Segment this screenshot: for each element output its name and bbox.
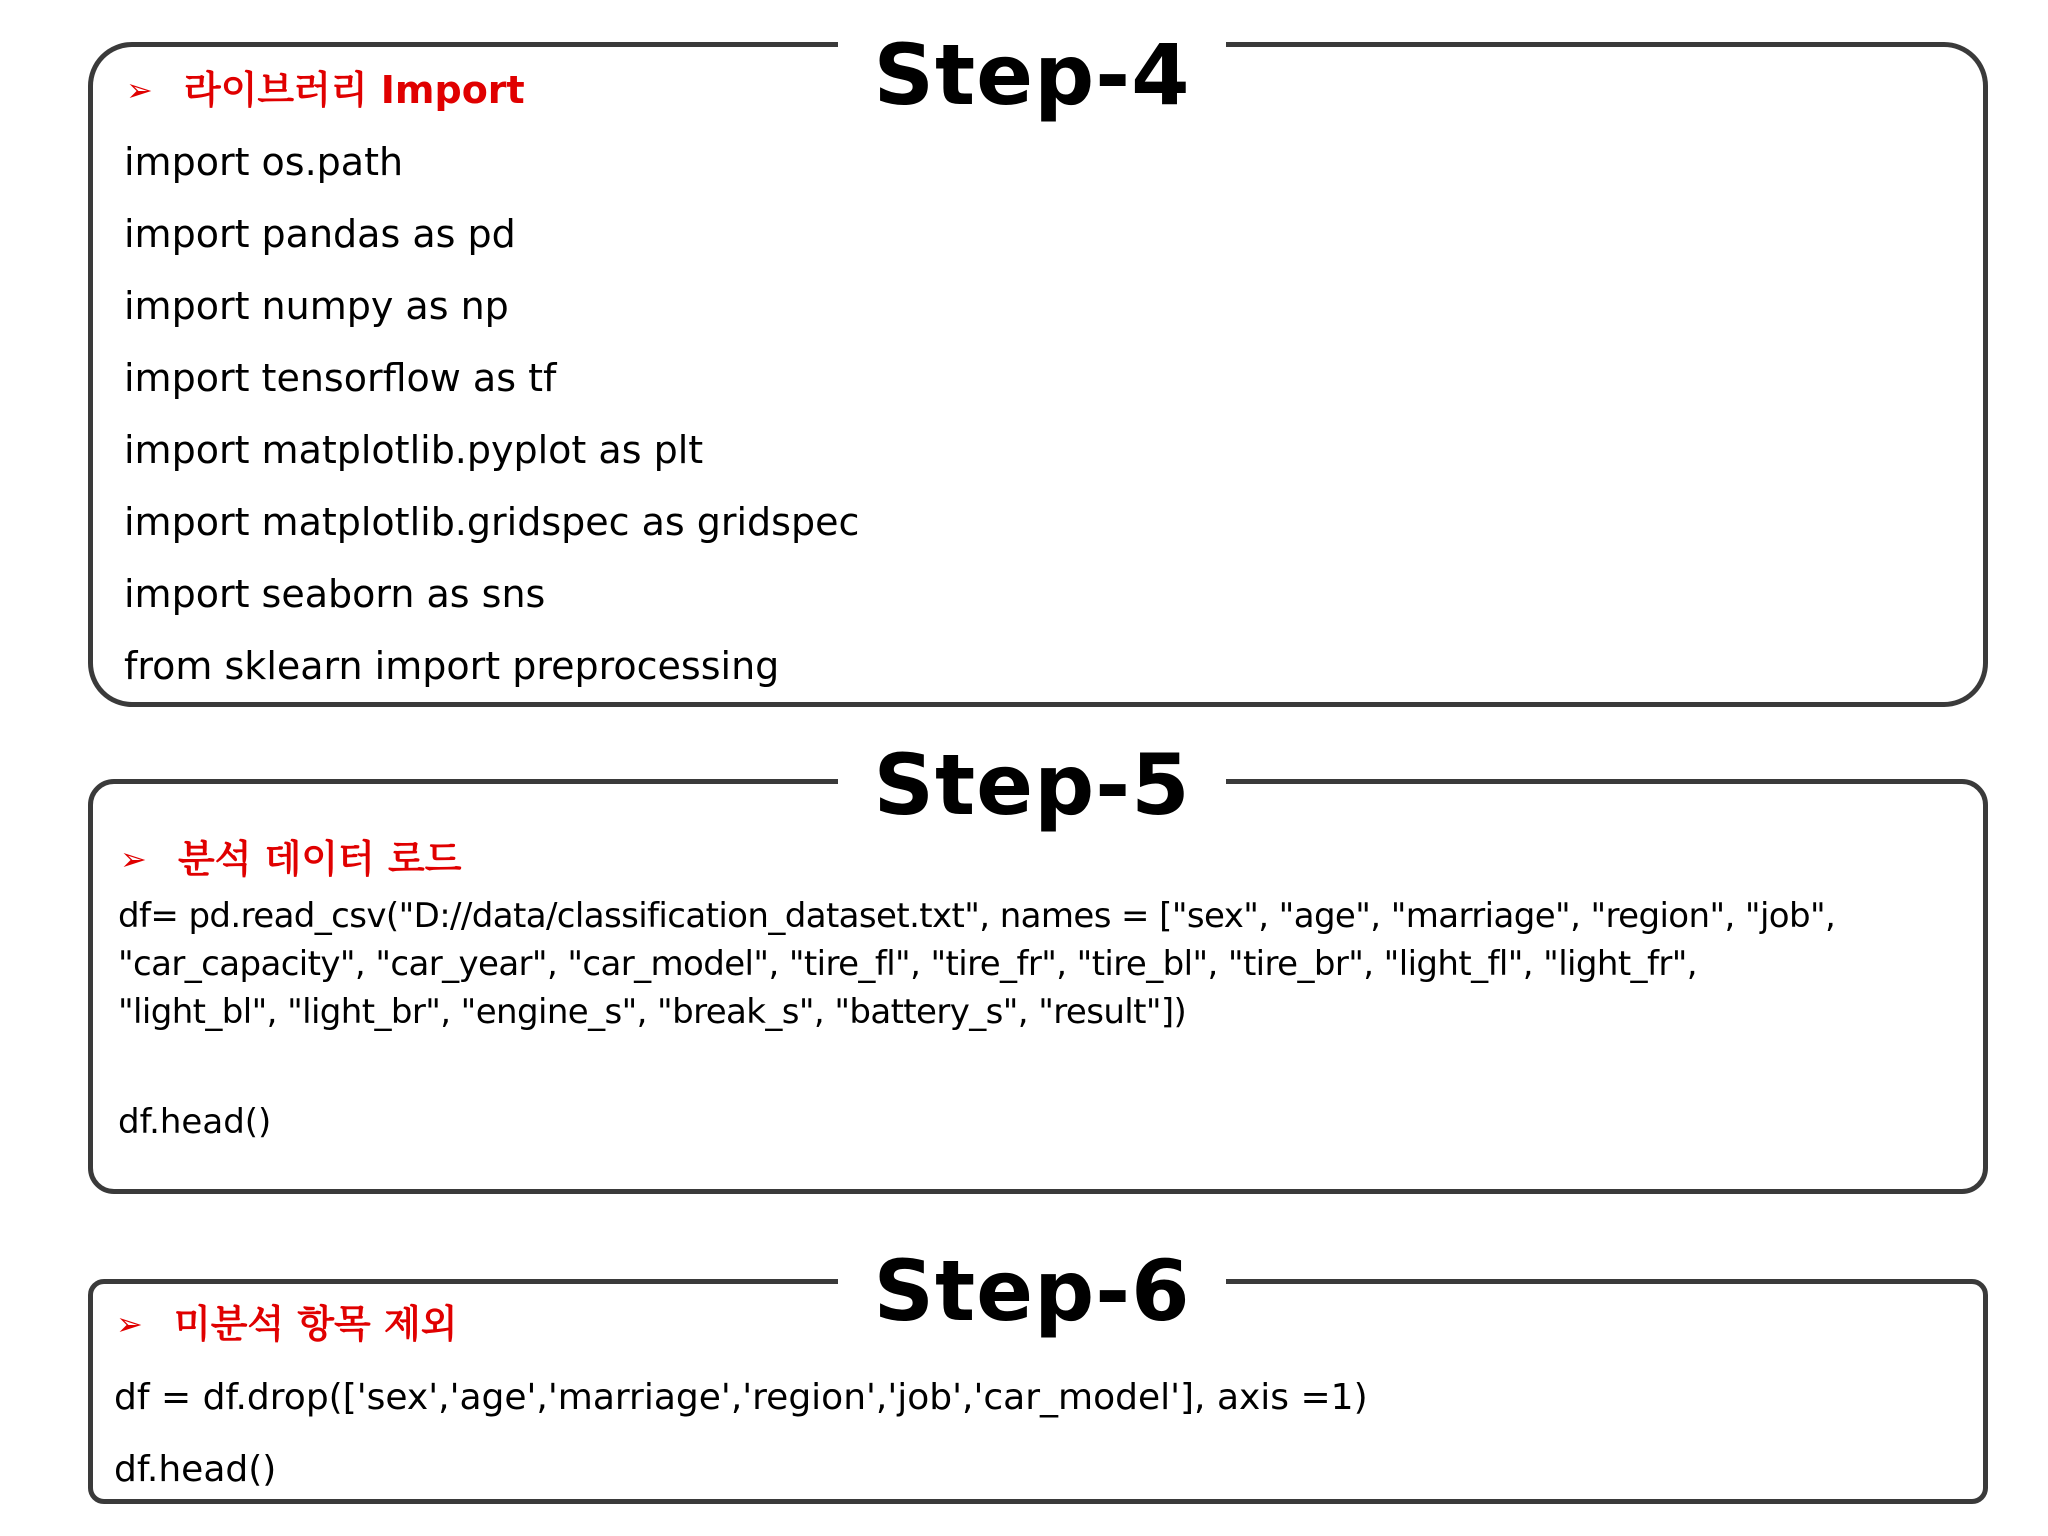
step-4-title: Step-4 — [838, 20, 1226, 130]
code-line: import pandas as pd — [124, 212, 516, 256]
code-line: from sklearn import preprocessing — [124, 644, 780, 688]
code-line: df.head() — [118, 1102, 272, 1142]
step-6-title: Step-6 — [838, 1236, 1226, 1346]
code-line: df = df.drop(['sex','age','marriage','region','job','car_model'], axis =1) — [114, 1377, 1368, 1418]
code-line: df= pd.read_csv("D://data/classification_dataset.txt", names = ["sex", "age", "marriage", "region", "job", — [118, 896, 1836, 936]
arrow-bullet-icon: ➢ — [120, 840, 147, 878]
step-5-title: Step-5 — [838, 730, 1226, 840]
arrow-bullet-icon: ➢ — [126, 71, 153, 109]
step-6-heading — [116, 1301, 457, 1347]
step-5-heading — [120, 836, 461, 882]
step-6-heading-text: 미분석 항목 제외 — [174, 1302, 458, 1346]
step-4-heading — [126, 67, 525, 113]
code-line: import os.path — [124, 140, 404, 184]
step-5-heading-text: 분석 데이터 로드 — [178, 837, 462, 881]
code-line: "light_bl", "light_br", "engine_s", "break_s", "battery_s", "result"]) — [118, 992, 1187, 1032]
code-line: import tensorflow as tf — [124, 356, 557, 400]
code-line: import seaborn as sns — [124, 572, 546, 616]
code-line: import matplotlib.gridspec as gridspec — [124, 500, 860, 544]
code-line: import numpy as np — [124, 284, 509, 328]
code-line: df.head() — [114, 1449, 277, 1490]
arrow-bullet-icon: ➢ — [116, 1305, 143, 1343]
step-4-heading-text: 라이브러리 Import — [184, 68, 525, 112]
code-line: "car_capacity", "car_year", "car_model", "tire_fl", "tire_fr", "tire_bl", "tire_br", "light_fl", "light_fr", — [118, 944, 1697, 984]
code-line: import matplotlib.pyplot as plt — [124, 428, 704, 472]
